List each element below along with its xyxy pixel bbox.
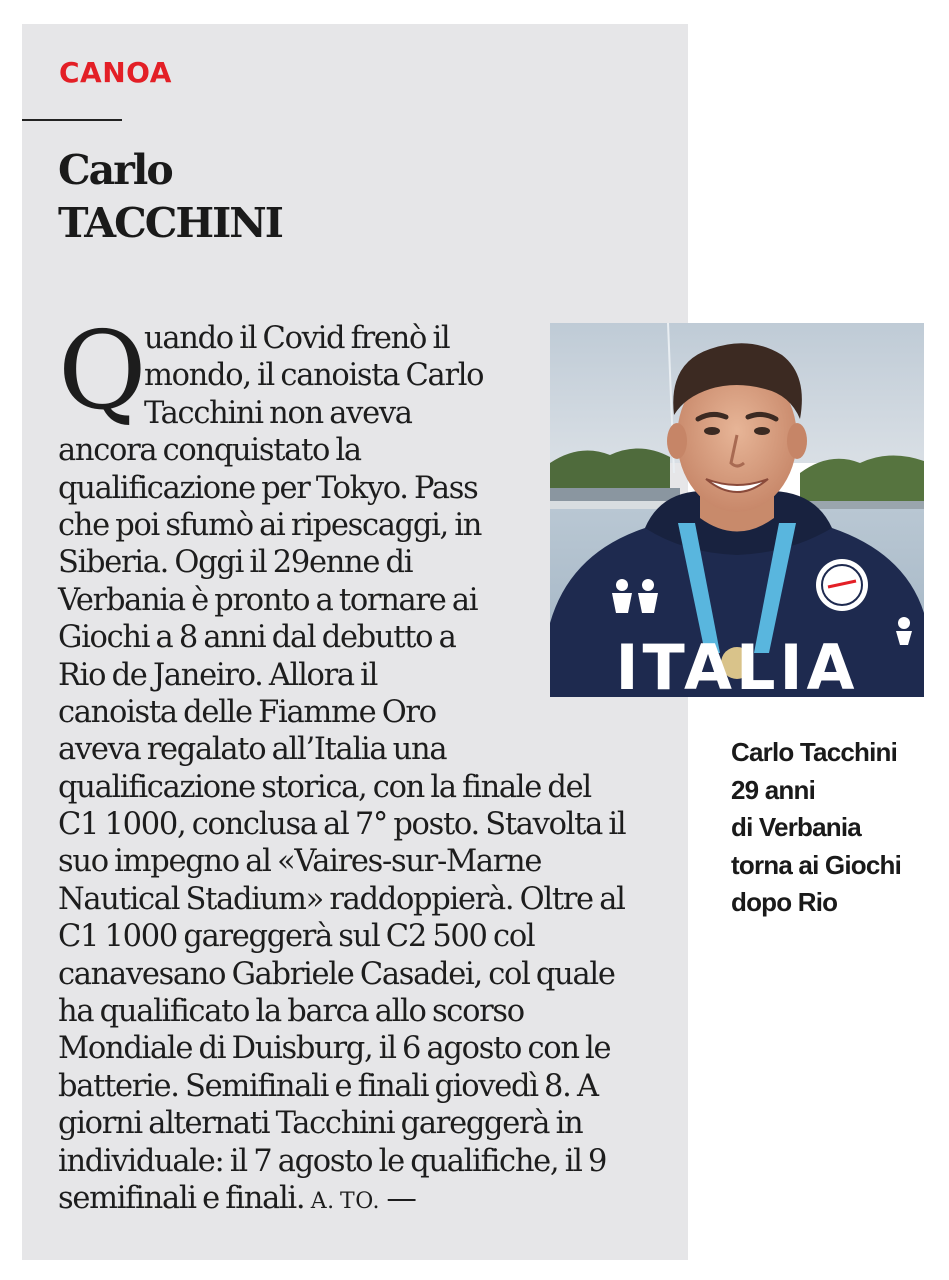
body-line: mondo, il canoista Carlo	[144, 358, 484, 394]
caption-line: dopo Rio	[731, 887, 838, 917]
caption-line: 29 anni	[731, 774, 815, 805]
body-line: individuale: il 7 agosto le qualifiche, il 9	[58, 1143, 607, 1179]
body-line: ancora conquistato la	[58, 433, 361, 469]
body-line: Tacchini non aveva	[144, 395, 412, 431]
body-line: Giochi a 8 anni dal debutto a	[58, 620, 456, 656]
caption-line: Carlo Tacchini	[731, 737, 898, 767]
body-line-text: semifinali e finali.	[58, 1180, 305, 1216]
body-line: aveva regalato all’Italia una	[58, 732, 447, 768]
drop-cap: Q	[58, 309, 147, 434]
kicker-divider	[22, 119, 122, 121]
body-line: Siberia. Oggi il 29enne di	[58, 545, 413, 581]
body-line: batterie. Semifinali e finali giovedì 8. A	[58, 1068, 598, 1104]
body-line: canoista delle Fiamme Oro	[58, 694, 436, 730]
body-line: qualificazione per Tokyo. Pass	[58, 470, 478, 506]
author-signature: A. TO.	[310, 1188, 380, 1214]
headline-last-name: TACCHINI	[58, 199, 282, 247]
shirt-text: ITALIA	[615, 631, 859, 697]
body-line: giorni alternati Tacchini gareggerà in	[58, 1106, 583, 1142]
body-line: qualificazione storica, con la finale del	[58, 769, 591, 805]
body-line: Verbania è pronto a tornare ai	[58, 582, 478, 618]
headline-first-name: Carlo	[58, 146, 172, 194]
caption-line: torna ai Giochi	[731, 849, 902, 880]
athlete-photo	[550, 323, 924, 697]
body-line: Mondiale di Duisburg, il 6 agosto con le	[58, 1031, 611, 1067]
body-line: canavesano Gabriele Casadei, col quale	[58, 956, 615, 992]
body-line: C1 1000, conclusa al 7° posto. Stavolta il	[58, 807, 626, 843]
body-line: ha qualificato la barca allo scorso	[58, 994, 524, 1030]
end-mark: —	[386, 1180, 416, 1216]
photo-caption	[731, 734, 901, 922]
caption-line: di Verbania	[731, 812, 861, 842]
body-line: che poi sfumò ai ripescaggi, in	[58, 507, 482, 543]
body-line: uando il Covid frenò il	[144, 321, 450, 356]
body-line-last	[58, 1180, 668, 1217]
body-line: suo impegno al «Vaires-sur-Marne	[58, 844, 542, 880]
body-line: Nautical Stadium» raddoppierà. Oltre al	[58, 881, 625, 917]
body-line: C1 1000 gareggerà sul C2 500 col	[58, 919, 535, 955]
section-kicker: CANOA	[59, 56, 172, 89]
body-line: Rio de Janeiro. Allora il	[58, 657, 378, 693]
